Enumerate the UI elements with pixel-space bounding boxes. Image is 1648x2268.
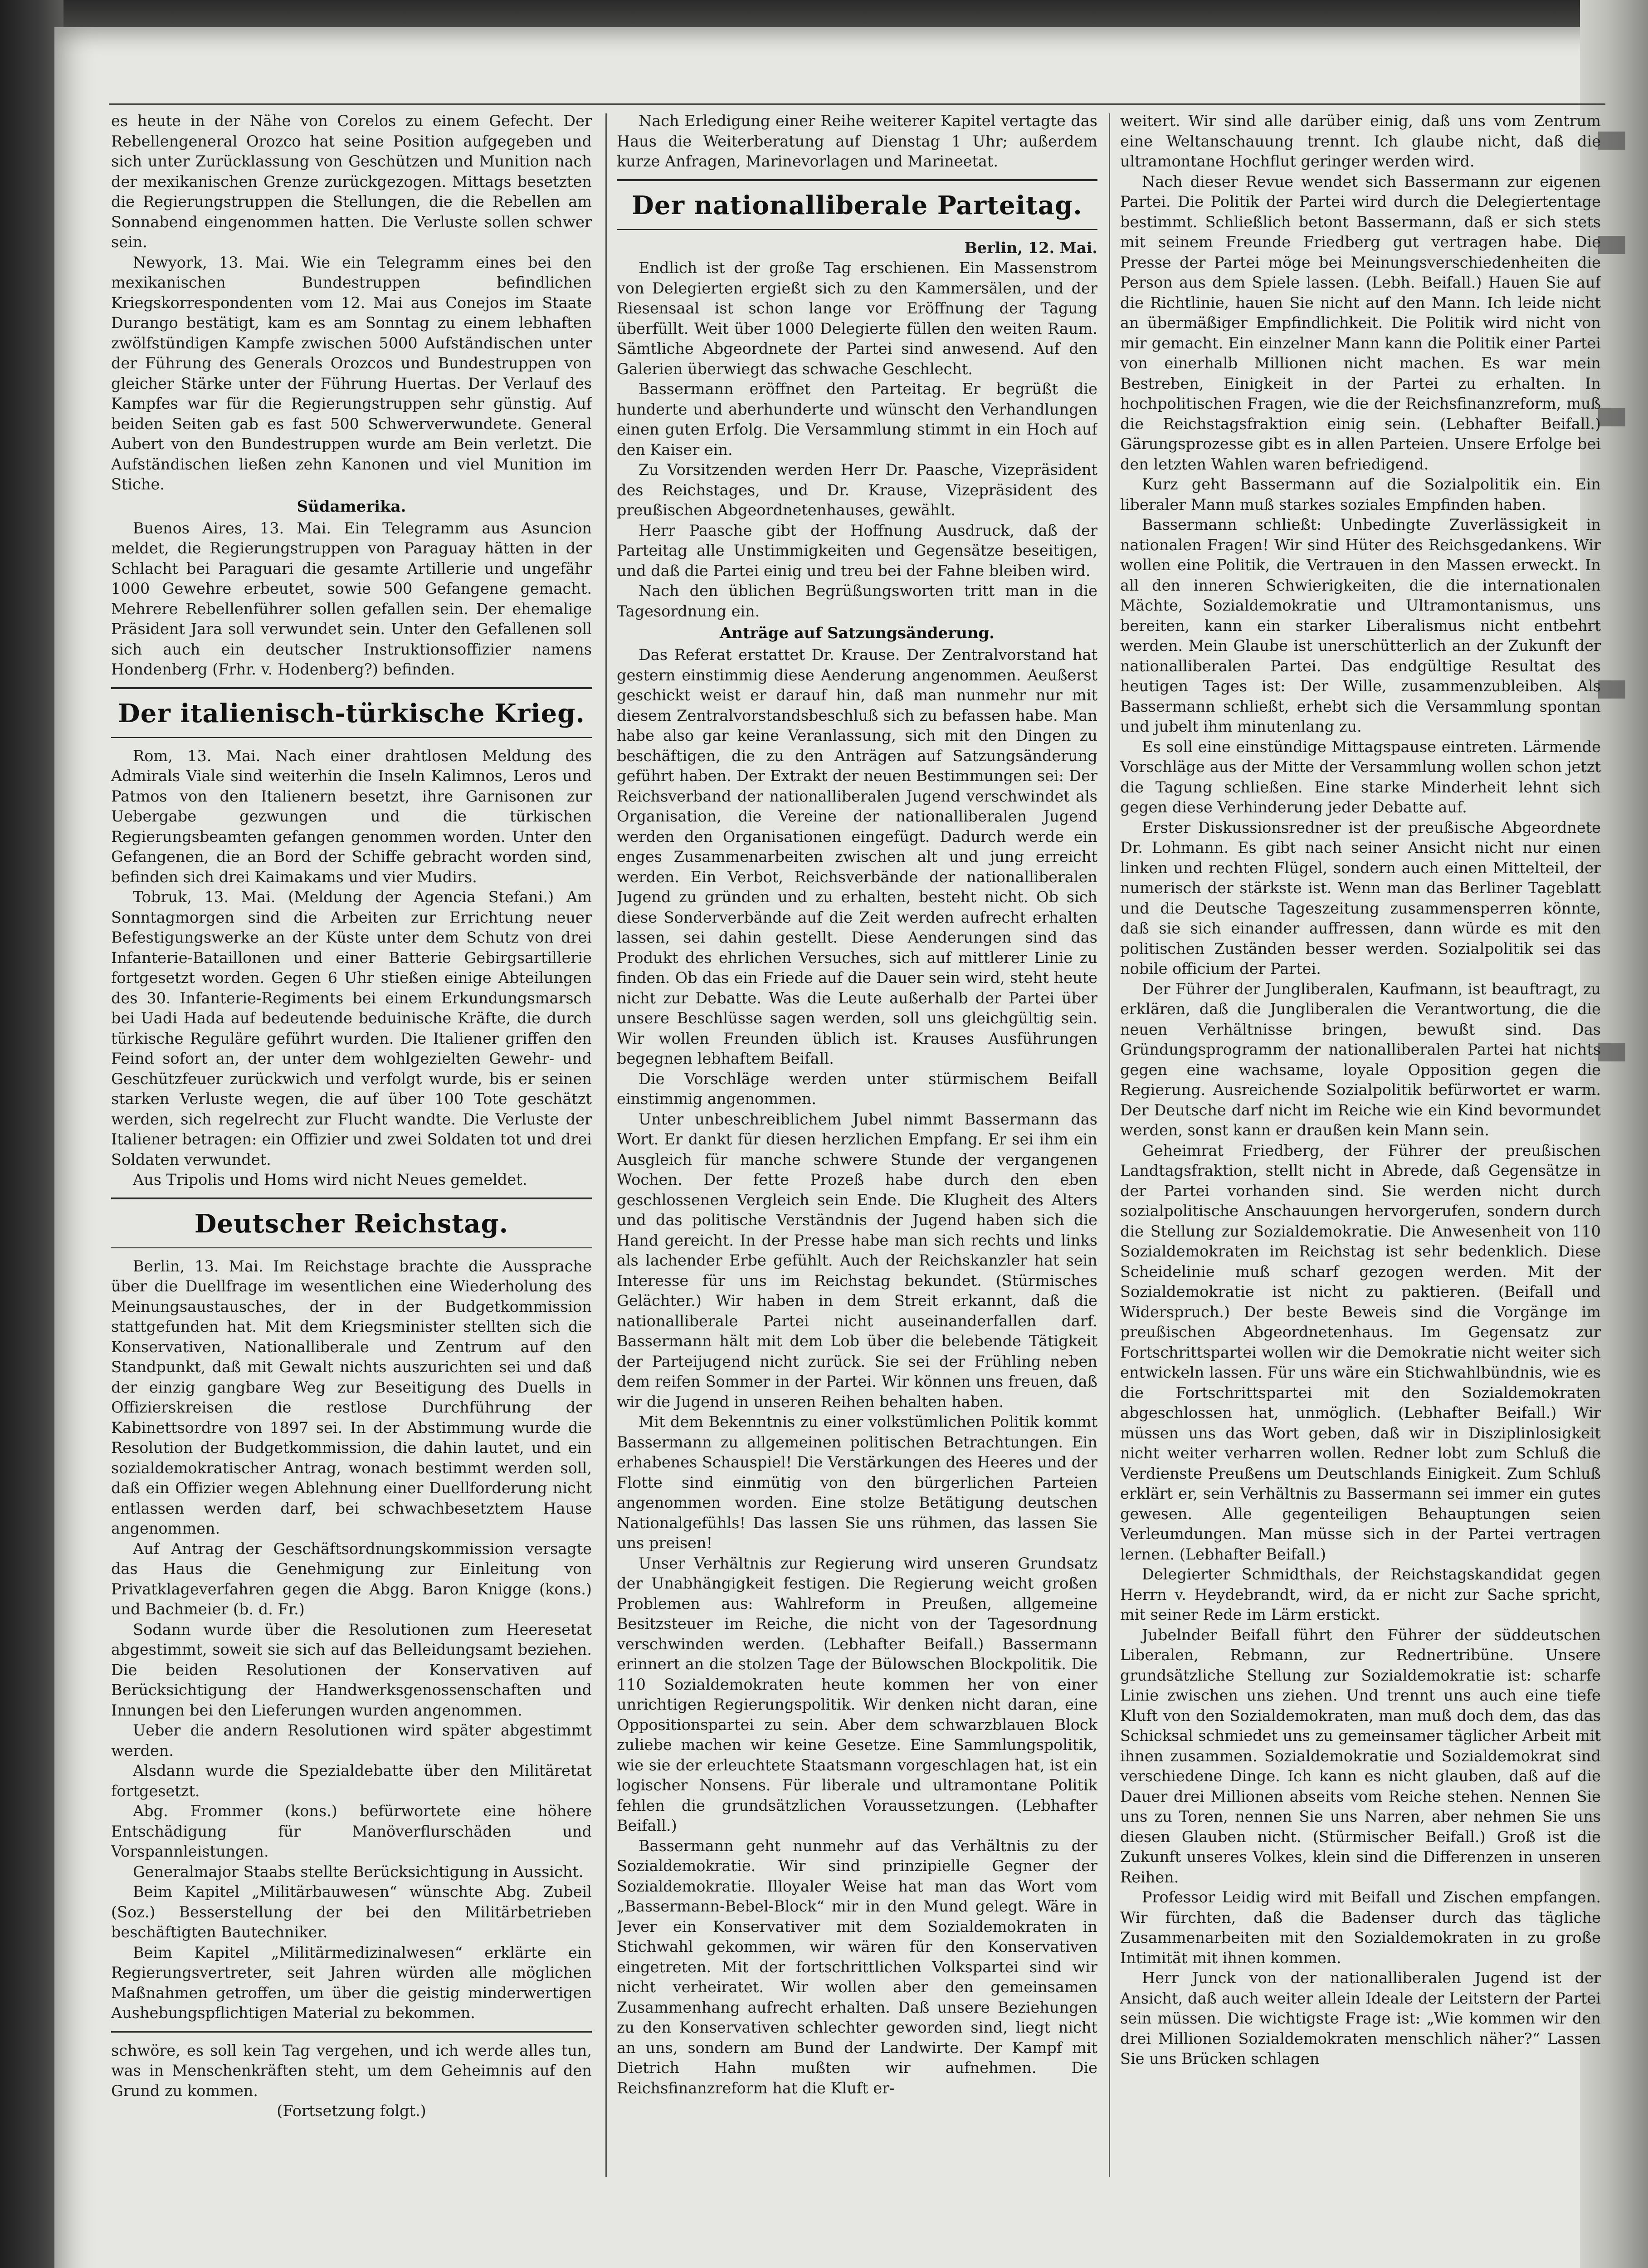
article-headline: Deutscher Reichstag. — [194, 1208, 509, 1239]
article-paragraph: Zu Vorsitzenden werden Herr Dr. Paasche, Vizepräsident des Reichstages, und Dr. Krause, Vizepräsident des preußischen Abgeordnetenhauses, gewählt. — [617, 461, 1097, 519]
section-rule — [111, 687, 592, 689]
column-3 — [1120, 111, 1601, 2225]
article-paragraph: Nach dieser Revue wendet sich Bassermann zur eigenen Partei. Die Politik der Partei wird durch die Delegiertentage bestimmt. Schließlich betont Bassermann, daß er sich stets mit seinem Freunde Friedberg gut vertragen habe. Die Presse der Partei möge bei Meinungsverschiedenheiten die Person aus dem Spiele lassen. (Lebh. Beifall.) Hauen Sie auf die Richtlinie, hauen Sie nicht auf den Mann. Ich leide nicht an übermäßiger Empfindlichkeit. Die Politik wird nicht von mir gemacht. Ein einzelner Mann kann die Politik einer Partei von einerhalb Millionen nicht machen. Es war mein Bestreben, Einigkeit in der Partei zu erhalten. In hochpolitischen Fragen, wie die der Reichsfinanzreform, muß die Reichstagsfraktion einig sein. (Lebhafter Beifall.) Gärungsprozesse gibt es in allen Parteien. Unsere Erfolge bei den letzten Wahlen waren befriedigend. — [1120, 172, 1601, 473]
column-divider — [1109, 113, 1110, 2177]
header-rule — [109, 103, 1605, 105]
article-paragraph: Das Referat erstattet Dr. Krause. Der Zentralvorstand hat gestern einstimmig diese Aenderung angenommen. Aeußerst geschickt weist er darauf hin, daß man nunmehr nur mit diesem Zentralvorstandsbeschluß sich zu befassen habe. Man habe also gar keine Veranlassung, sich mit den Dingen zu beschäftigen, die zu den Anträgen auf Satzungsänderung geführt haben. Der Extrakt der neuen Bestimmungen sei: Der Reichsverband der nationalliberalen Jugend verschwindet als Organisation, die Vereine der nationalliberalen Jugend werden den Organisationen eingefügt. Dadurch werde ein enges Zusammenarbeiten zwischen alt und jung erreicht werden. Ein Verbot, Reichsverbände der nationalliberalen Jugend zu gründen und zu erhalten, besteht nicht. Ob sich diese Sonderverbände auf die Zeit werden aufrecht erhalten lassen, sei dahin gestellt. Diese Aenderungen sind das Produkt des ehrlichen Versuches, sich auf mittlerer Linie zu finden. Ob das ein Friede auf die Dauer sein wird, steht heute nicht zur Debatte. Was die Leute außerhalb der Partei über unsere Beschlüsse sagen werden, soll uns gleichgültig sein. Wir wollen Freunden üblich ist. Krauses Ausführungen begegnen lebhaftem Beifall. — [617, 646, 1097, 1067]
article-paragraph: Nach Erledigung einer Reihe weiterer Kapitel vertagte das Haus die Weiterberatung auf Dienstag 1 Uhr; außerdem kurze Anfragen, Marinevorlagen und Marineetat. — [617, 112, 1097, 170]
article-headline: Der nationalliberale Parteitag. — [632, 190, 1082, 220]
section-rule — [111, 1247, 592, 1248]
article-paragraph: Berlin, 13. Mai. Im Reichstage brachte die Aussprache über die Duellfrage im wesentlichen eine Wiederholung des Meinungsaustausches, der in der Budgetkommission stattgefunden hat. Mit dem Kriegsminister stellten sich die Konservativen, Nationalliberale und Zentrum auf den Standpunkt, daß mit Gewalt nichts auszurichten sei und daß der einzig gangbare Weg zur Beseitigung des Duells in Offizierskreisen die restlose Durchführung der Kabinettsordre von 1897 sei. In der Abstimmung wurde die Resolution der Budgetkommission, die dahin lautet, und ein sozialdemokratischer Antrag, wonach bestimmt werden soll, daß ein Offizier wegen Ablehnung einer Duellforderung nicht entlassen werden darf, bei schwachbesetztem Hause angenommen. — [111, 1257, 592, 1537]
continuation-note: (Fortsetzung folgt.) — [277, 2102, 426, 2120]
article-paragraph: Nach den üblichen Begrüßungsworten tritt man in die Tagesordnung ein. — [617, 582, 1097, 620]
article-paragraph: Unter unbeschreiblichem Jubel nimmt Bassermann das Wort. Er dankt für diesen herzlichen Empfang. Er sei ihm ein Ausgleich für manche schwere Stunde der vergangenen Wochen. Der fette Prozeß habe durch den eben geschlossenen Vergleich sein Ende. Die Klugheit des Alters und das politische Verständnis der Jugend haben sich die Hand gereicht. In der Presse habe man sich rechts und links als lachender Erbe gefühlt. Auch der Reichskanzler hat sein Interesse für uns im Reichstag bekundet. (Stürmisches Gelächter.) Wir haben in dem Streit erkannt, daß die nationalliberale Partei nicht auseinanderfallen darf. Bassermann hält mit dem Lob über die belebende Tätigkeit der Parteijugend nicht zurück. Sie sei der Frühling neben dem reifen Sommer in der Partei. Wir können uns freuen, daß wir die Jugend in unseren Reihen behalten haben. — [617, 1110, 1097, 1411]
section-heading: Anträge auf Satzungsänderung. — [719, 624, 995, 642]
article-paragraph: Aus Tripolis und Homs wird nicht Neues gemeldet. — [133, 1171, 527, 1188]
article-paragraph: Bassermann geht nunmehr auf das Verhältnis zu der Sozialdemokratie. Wir sind prinzipielle Gegner der Sozialdemokratie. Illoyaler Weise hat man das Wort vom „Bassermann-Bebel-Block“ mir in den Mund gelegt. Wäre in Jever ein Konservativer mit dem Sozialdemokraten in Stichwahl gekommen, wir wären für den Konservativen eingetreten. Mit der fortschrittlichen Volkspartei sind wir nicht verheiratet. Wir wollen aber den gemeinsamen Zusammenhang aufrecht erhalten. Daß unsere Beziehungen zu den Konservativen schlechter geworden sind, liegt nicht an uns, sondern am Bund der Landwirte. Der Kampf mit Dietrich Hahn mußten wir aufnehmen. Die Reichsfinanzreform hat die Kluft er- — [617, 1837, 1097, 2097]
article-paragraph: Bassermann schließt: Unbedingte Zuverlässigkeit in nationalen Fragen! Wir sind Hüter des Reichsgedankens. Wir wollen eine Politik, die Vertrauen in den Massen erweckt. In all den inneren Schwierigkeiten, die die internationalen Mächte, Sozialdemokratie und Ultramontanismus, uns bereiten, kann ein starker Liberalismus nicht entbehrt werden. Mein Glaube ist unerschütterlich an der Zukunft der nationalliberalen Partei. Das endgültige Resultat des heutigen Tages ist: Der Wille, zusammenzubleiben. Als Bassermann schließt, erhebt sich die Versammlung spontan und jubelt ihm minutenlang zu. — [1120, 516, 1601, 735]
article-paragraph: Kurz geht Bassermann auf die Sozialpolitik ein. Ein liberaler Mann muß starkes soziales Empfinden haben. — [1120, 475, 1601, 513]
article-paragraph: weitert. Wir sind alle darüber einig, daß uns vom Zentrum eine Weltanschauung trennt. Ich glaube nicht, daß die ultramontane Hochflut geringer werden wird. — [1120, 112, 1601, 170]
article-paragraph: Newyork, 13. Mai. Wie ein Telegramm eines bei den mexikanischen Bundestruppen befindlichen Kriegskorrespondenten vom 12. Mai aus Conejos im Staate Durango bestätigt, kam es am Sonntag zu einem lebhaften zwölfstündigen Kampfe zwischen 5000 Aufständischen unter der Führung des Generals Orozcos und Bundestruppen von gleicher Stärke unter der Führung Huertas. Der Verlauf des Kampfes war für die Regierungstruppen sehr günstig. Auf beiden Seiten gab es fast 500 Schwerverwundete. General Aubert von den Bundestruppen wurde am Bein verletzt. Die Aufständischen ließen zehn Kanonen und viel Munition im Stiche. — [111, 253, 592, 493]
section-rule — [111, 737, 592, 738]
section-rule — [617, 229, 1097, 230]
article-paragraph: Beim Kapitel „Militärbauwesen“ wünschte Abg. Zubeil (Soz.) Besserstellung der bei den Militärbetrieben beschäftigten Bautechniker. — [111, 1883, 592, 1941]
article-paragraph: Generalmajor Staabs stellte Berücksichtigung in Aussicht. — [133, 1862, 584, 1881]
article-paragraph: Abg. Frommer (kons.) befürwortete eine höhere Entschädigung für Manöverflurschäden und Vorspannleistungen. — [111, 1802, 592, 1860]
column-2 — [617, 111, 1097, 2225]
article-paragraph: Herr Paasche gibt der Hoffnung Ausdruck, daß der Parteitag alle Unstimmigkeiten und Gegensätze beseitigen, und daß die Partei einig und treu bei der Fahne bleiben wird. — [617, 521, 1097, 580]
scan-left-edge — [0, 0, 63, 2268]
article-paragraph: Buenos Aires, 13. Mai. Ein Telegramm aus Asuncion meldet, die Regierungstruppen von Paraguay hätten in der Schlacht bei Paraguari die gesamte Artillerie und ungefähr 1000 Gewehre erbeutet, sowie 500 Gefangene gemacht. Mehrere Rebellenführer sollen gefallen sein. Der ehemalige Präsident Jara soll verwundet sein. Unter den Gefallenen soll sich auch ein deutscher Instruktionsoffizier namens Hondenberg (Frhr. v. Hodenberg?) befinden. — [111, 519, 592, 678]
article-paragraph: es heute in der Nähe von Corelos zu einem Gefecht. Der Rebellengeneral Orozco hat seine Position aufgegeben und sich unter Zurücklassung von Geschützen und Munition nach der mexikanischen Grenze zurückgezogen. Mittags besetzten die Regierungstruppen die Stellungen, die die Rebellen am Sonnabend eingenommen hatten. Die Verluste sollen schwer sein. — [111, 112, 592, 251]
article-paragraph: Der Führer der Jungliberalen, Kaufmann, ist beauftragt, zu erklären, daß die Jungliberalen die Verantwortung, die die neuen Verhältnisse bringen, bewußt sind. Das Gründungsprogramm der nationalliberalen Partei hat nichts gegen eine wachsame, loyale Opposition gegen die Regierung. Ausreichende Sozialpolitik befürwortet er warm. Der Deutsche darf nicht im Reiche wie ein Kind bevormundet werden, sonst kann er draußen kein Mann sein. — [1120, 980, 1601, 1139]
article-paragraph: Die Vorschläge werden unter stürmischem Beifall einstimmig angenommen. — [617, 1070, 1097, 1108]
article-paragraph: Ueber die andern Resolutionen wird später abgestimmt werden. — [111, 1721, 592, 1760]
serial-paragraph: schwöre, es soll kein Tag vergehen, und ich werde alles tun, was in Menschenkräften steht, um dem Geheimnis auf den Grund zu kommen. — [111, 2041, 592, 2100]
dateline: Berlin, 12. Mai. — [964, 239, 1097, 257]
article-paragraph: Geheimrat Friedberg, der Führer der preußischen Landtagsfraktion, stellt nicht in Abrede, daß Gegensätze in der Partei vorhanden sind. Sie werden nicht durch sozialpolitische Anschauungen hervorgerufen, sondern durch die Stellung zur Sozialdemokratie. Die Anwesenheit von 110 Sozialdemokraten im Reichstag ist sehr bedenklich. Diese Scheidelinie muß scharf gezogen werden. Mit der Sozialdemokratie ist nicht zu paktieren. (Beifall und Widerspruch.) Der beste Beweis sind die Vorgänge im preußischen Abgeordnetenhaus. Im Gegensatz zur Fortschrittspartei wollen wir die Demokratie nicht weiter sich entwickeln lassen. Für uns wäre ein Stichwahlbündnis, wie es die Fortschrittspartei mit den Sozialdemokraten abgeschlossen hat, unmöglich. (Lebhafter Beifall.) Wir müssen uns das Wort geben, daß wir in Disziplinlosigkeit nicht weiter verharren wollen. Redner lobt zum Schluß die Verdienste Preußens um Deutschlands Einigkeit. Zum Schluß erklärt er, sein Verhältnis zu Bassermann sei immer ein gutes gewesen. Alle gegenteiligen Behauptungen seien Verleumdungen. Man müsse sich in der Partei vertragen lernen. (Lebhafter Beifall.) — [1120, 1141, 1601, 1563]
article-paragraph: Tobruk, 13. Mai. (Meldung der Agencia Stefani.) Am Sonntagmorgen sind die Arbeiten zur Errichtung neuer Befestigungswerke an der Küste unter dem Schutz von drei Infanterie-Bataillonen und einer Batterie Gebirgsartillerie fortgesetzt worden. Gegen 6 Uhr stießen einige Abteilungen des 30. Infanterie-Regiments bei einem Erkundungsmarsch bei Uadi Hada auf bedeutende beduinische Kräfte, die durch türkische Reguläre geführt wurden. Die Italiener griffen den Feind sofort an, der unter dem wohlgezielten Gewehr- und Geschützfeuer zurückwich und verfolgt wurde, bis er seinen starken Verluste wegen, die auf über 100 Tote geschätzt werden, sich regelrecht zur Flucht wandte. Die Verluste der Italiener betragen: ein Offizier und zwei Soldaten tot und drei Soldaten verwundet. — [111, 888, 592, 1168]
column-1 — [111, 111, 592, 2225]
article-paragraph: Alsdann wurde die Spezialdebatte über den Militäretat fortgesetzt. — [111, 1762, 592, 1800]
article-paragraph: Sodann wurde über die Resolutionen zum Heeresetat abgestimmt, soweit sie sich auf das Belleidungsamt beziehen. Die beiden Resolutionen der Konservativen auf Berücksichtigung der Handwerksgenossenschaften und Innungen bei den Lieferungen wurden angenommen. — [111, 1620, 592, 1719]
article-paragraph: Professor Leidig wird mit Beifall und Zischen empfangen. Wir fürchten, daß die Badenser durch das tägliche Zusammenarbeiten mit den Sozialdemokraten in zu große Intimität mit ihnen kommen. — [1120, 1888, 1601, 1967]
article-paragraph: Erster Diskussionsredner ist der preußische Abgeordnete Dr. Lohmann. Es gibt nach seiner Ansicht nicht nur einen linken und rechten Flügel, sondern auch einen Mittelteil, der numerisch der stärkste ist. Wenn man das Berliner Tageblatt und die Deutsche Tageszeitung zusammensperren könnte, daß sie sich einander auffressen, dann würde es mit den politischen Zuständen besser werden. Sozialpolitik sei das nobile officium der Partei. — [1120, 818, 1601, 978]
article-paragraph: Endlich ist der große Tag erschienen. Ein Massenstrom von Delegierten ergießt sich zu den Kammersälen, und der Riesensaal ist schon lange vor Eröffnung der Tagung überfüllt. Weit über 1000 Delegierte füllen den weiten Raum. Sämtliche Abgeordnete der Partei sind anwesend. Auf den Galerien überwiegt das schwache Geschlecht. — [617, 259, 1097, 378]
article-paragraph: Unser Verhältnis zur Regierung wird unseren Grundsatz der Unabhängigkeit festigen. Die Regierung weicht großen Problemen aus: Wahlreform in Preußen, allgemeine Besitzsteuer im Reiche, die nicht von der Tagesordnung verschwinden werden. (Lebhafter Beifall.) Bassermann erinnert an die stolzen Tage der Bülowschen Blockpolitik. Die 110 Sozialdemokraten heute kommen her von einer unrichtigen Regierungspolitik. Wir denken nicht daran, eine Oppositionspartei zu sein. Aber dem schwarzblauen Block zuliebe machen wir keine Gesetze. Eine Sammlungspolitik, wie sie der erleuchtete Staatsmann vorgeschlagen hat, ist ein logischer Nonsens. Für liberale und ultramontane Politik fehlen die grundsätzlichen Voraussetzungen. (Lebhafter Beifall.) — [617, 1554, 1097, 1834]
article-paragraph: Mit dem Bekenntnis zu einer volkstümlichen Politik kommt Bassermann zu allgemeinen politischen Betrachtungen. Ein erhabenes Schauspiel! Die Verstärkungen des Heeres und der Flotte sind einmütig von den bürgerlichen Parteien angenommen worden. Eine stolze Betätigung deutschen Nationalgefühls! Das lassen Sie uns rühmen, das lassen Sie uns preisen! — [617, 1413, 1097, 1552]
article-paragraph: Delegierter Schmidthals, der Reichstagskandidat gegen Herrn v. Heydebrandt, wird, da er nicht zur Sache spricht, mit seiner Rede im Lärm erstickt. — [1120, 1565, 1601, 1623]
section-rule — [111, 2031, 592, 2033]
article-paragraph: Auf Antrag der Geschäftsordnungskommission versagte das Haus die Genehmigung zur Einleitung von Privatklageverfahren gegen die Abgg. Baron Knigge (kons.) und Bachmeier (b. d. Fr.) — [111, 1540, 592, 1618]
section-rule — [617, 179, 1097, 181]
article-headline: Der italienisch-türkische Krieg. — [118, 698, 585, 728]
section-rule — [111, 1198, 592, 1199]
column-divider — [605, 113, 607, 2177]
article-paragraph: Herr Junck von der nationalliberalen Jugend ist der Ansicht, daß auch weiter allein Ideale der Leitstern der Partei sein müssen. Die wichtigste Frage ist: „Wie kommen wir den drei Millionen Sozialdemokraten menschlich näher?“ Lassen Sie uns Brücken schlagen — [1120, 1969, 1601, 2068]
article-paragraph: Bassermann eröffnet den Parteitag. Er begrüßt die hunderte und aberhunderte und wünscht den Verhandlungen einen guten Erfolg. Die Versammlung stimmt in ein Hoch auf den Kaiser ein. — [617, 380, 1097, 459]
article-paragraph: Jubelnder Beifall führt den Führer der süddeutschen Liberalen, Rebmann, zur Rednertribüne. Unsere grundsätzliche Stellung zur Sozialdemokratie ist: scharfe Linie zwischen uns ziehen. Und trennt uns auch eine tiefe Kluft von den Sozialdemokraten, man muß doch dem, das das Schicksal schmiedet uns zu gemeinsamer täglicher Arbeit mit ihnen zusammen. Sozialdemokratie und Sozialdemokrat sind verschiedene Dinge. Ich kann es nicht glauben, daß auf die Dauer drei Millionen abseits vom Reiche stehen. Nennen Sie uns zu Toren, nennen Sie uns Narren, aber nehmen Sie uns diesen Glauben nicht. (Stürmischer Beifall.) Groß ist die Zukunft unseres Volkes, klein sind die Differenzen in unseren Reihen. — [1120, 1626, 1601, 1886]
article-paragraph: Beim Kapitel „Militärmedizinalwesen“ erklärte ein Regierungsvertreter, seit Jahren würden alle möglichen Maßnahmen getroffen, um über die geistig minderwertigen Aushebungspflichtigen Material zu bekommen. — [111, 1943, 592, 2022]
section-heading: Südamerika. — [297, 497, 406, 516]
article-paragraph: Rom, 13. Mai. Nach einer drahtlosen Meldung des Admirals Viale sind weiterhin die Inseln Kalimnos, Leros und Patmos von den Italienern besetzt, ihre Garnisonen zur Uebergabe gezwungen und die türkischen Regierungsbeamten gefangen genommen worden. Unter den Gefangenen, die an Bord der Schiffe gebracht worden sind, befinden sich drei Kaimakams und vier Mudirs. — [111, 747, 592, 886]
article-paragraph: Es soll eine einstündige Mittagspause eintreten. Lärmende Vorschläge aus der Mitte der Versammlung wollen schon jetzt die Tagung schließen. Eine starke Minderheit lehnt sich gegen diese Verhinderung jeder Debatte auf. — [1120, 738, 1601, 816]
